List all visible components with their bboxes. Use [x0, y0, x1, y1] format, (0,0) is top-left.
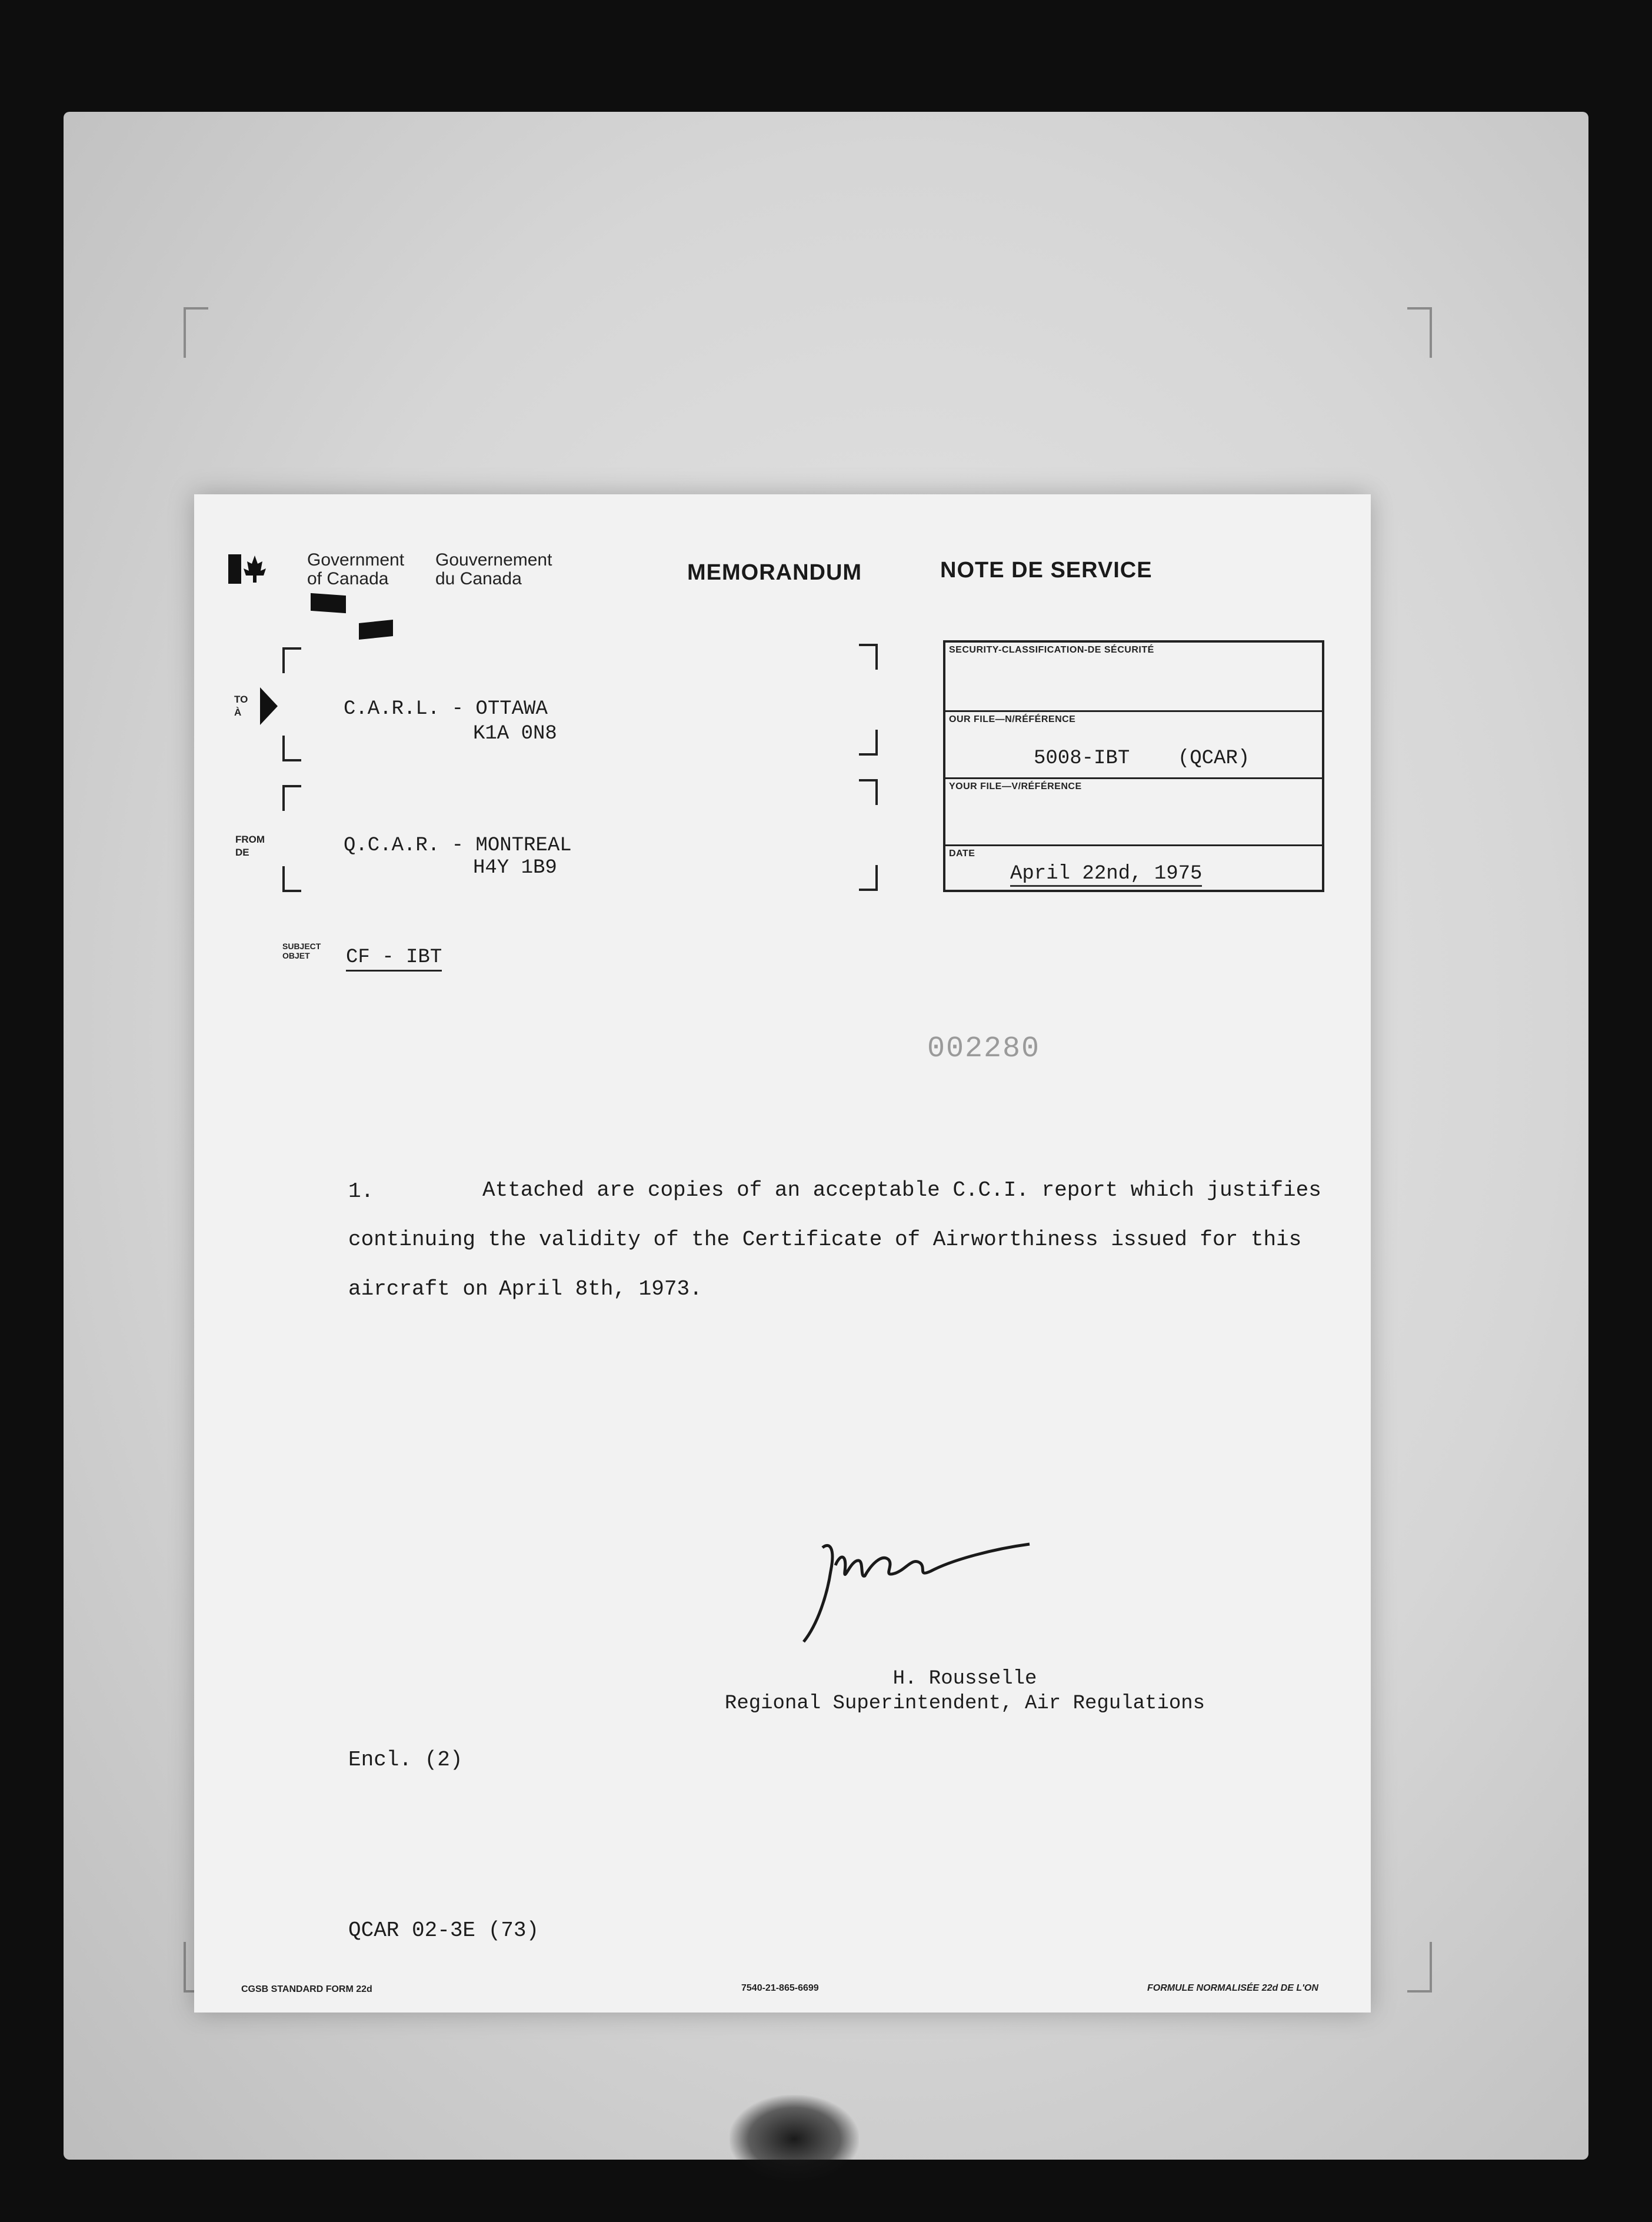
title-memorandum: MEMORANDUM [687, 560, 862, 585]
dark-smudge [730, 2095, 859, 2183]
your-file-row [945, 779, 1322, 846]
stamp-number: 002280 [927, 1032, 1041, 1066]
body-line-2: continuing the validity of the Certificate of Airworthiness issued for this [348, 1228, 1302, 1252]
bracket [859, 865, 878, 891]
form-code: QCAR 02-3E (73) [348, 1918, 539, 1942]
to-label: TO À [234, 694, 248, 718]
to-line-1: C.A.R.L. - OTTAWA [344, 698, 548, 720]
enclosure: Encl. (2) [348, 1748, 463, 1772]
redaction-mark [359, 620, 393, 640]
to-line-2: K1A 0N8 [473, 723, 557, 745]
footer-right: FORMULE NORMALISÉE 22d DE L'ON [1147, 1983, 1318, 1993]
subject-value: CF - IBT [346, 946, 442, 972]
date-label: DATE [949, 849, 975, 859]
bracket [282, 866, 301, 892]
arrow-right-icon [260, 687, 278, 725]
footer-center: 7540-21-865-6699 [741, 1983, 819, 1993]
body-line-1: Attached are copies of an acceptable C.C.I. report which justifies [482, 1178, 1321, 1202]
body-line-3a: aircraft on [348, 1277, 488, 1301]
bracket [282, 736, 301, 761]
redaction-mark [311, 593, 346, 613]
subject-label: SUBJECT OBJET [282, 942, 321, 960]
from-label: FROM DE [235, 834, 265, 858]
crop-mark-top-right [1407, 307, 1432, 358]
government-en: Government of Canada [307, 550, 405, 588]
signer-title: Regional Superintendent, Air Regulations [724, 1692, 1205, 1715]
memo-sheet [194, 494, 1371, 2013]
our-file-value: 5008-IBT (QCAR) [1034, 747, 1250, 770]
crop-mark-top-left [184, 307, 208, 358]
canada-flag-icon [228, 552, 281, 589]
your-file-label: YOUR FILE—V/RÉFÉRENCE [949, 781, 1082, 791]
our-file-label: OUR FILE—N/RÉFÉRENCE [949, 714, 1076, 724]
handwritten-signature [794, 1524, 1041, 1668]
from-line-1: Q.C.A.R. - MONTREAL [344, 834, 572, 857]
paragraph-number: 1. [348, 1179, 374, 1203]
from-line-2: H4Y 1B9 [473, 857, 557, 879]
security-row [945, 643, 1322, 712]
date-value: April 22nd, 1975 [1010, 863, 1202, 887]
security-label: SECURITY-CLASSIFICATION-DE SÉCURITÉ [949, 645, 1154, 655]
reference-box [943, 640, 1324, 892]
government-fr: Gouvernement du Canada [435, 550, 552, 588]
bracket [859, 730, 878, 756]
title-note-de-service: NOTE DE SERVICE [940, 558, 1153, 583]
our-file-row [945, 712, 1322, 779]
crop-mark-bottom-right [1407, 1942, 1432, 1993]
bracket [282, 785, 301, 811]
body-line-3b: April 8th, 1973. [499, 1277, 702, 1301]
bracket [859, 644, 878, 670]
bracket [282, 647, 301, 673]
bracket [859, 779, 878, 805]
signer-name: H. Rousselle [892, 1668, 1037, 1690]
date-row [945, 846, 1322, 892]
footer-left: CGSB STANDARD FORM 22d [241, 1984, 372, 1994]
